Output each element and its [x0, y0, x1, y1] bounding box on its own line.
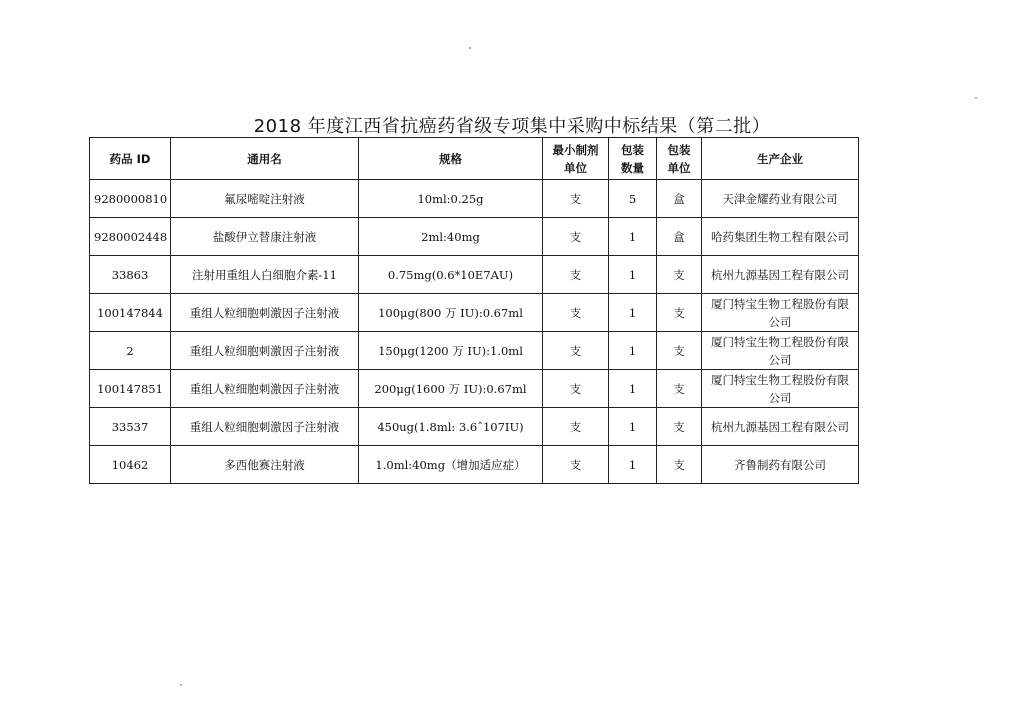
cell-pack-unit: 支 [657, 256, 702, 294]
cell-drug-id: 100147851 [90, 370, 171, 408]
cell-pack-unit: 支 [657, 332, 702, 370]
cell-generic-name: 重组人粒细胞刺激因子注射液 [171, 294, 359, 332]
cell-pack-qty: 1 [609, 294, 657, 332]
cell-min-unit: 支 [543, 294, 609, 332]
cell-manufacturer: 厦门特宝生物工程股份有限公司 [702, 294, 859, 332]
cell-spec: 10ml:0.25g [359, 180, 543, 218]
table-header-row [90, 138, 859, 180]
cell-drug-id: 9280002448 [90, 218, 171, 256]
cell-spec: 2ml:40mg [359, 218, 543, 256]
header-generic-name: 通用名 [171, 138, 359, 180]
cell-manufacturer: 哈药集团生物工程有限公司 [702, 218, 859, 256]
header-min-unit-line2: 单位 [564, 160, 587, 175]
cell-drug-id: 33863 [90, 256, 171, 294]
cell-spec: 150μg(1200 万 IU):1.0ml [359, 332, 543, 370]
cell-pack-unit: 支 [657, 370, 702, 408]
table-row [90, 332, 859, 370]
table-row [90, 408, 859, 446]
cell-pack-qty: 1 [609, 446, 657, 484]
header-pack-qty-line2: 数量 [621, 160, 644, 175]
cell-pack-qty: 1 [609, 218, 657, 256]
cell-manufacturer: 齐鲁制药有限公司 [702, 446, 859, 484]
header-pack-qty [609, 138, 657, 180]
cell-drug-id: 100147844 [90, 294, 171, 332]
cell-generic-name: 氟尿嘧啶注射液 [171, 180, 359, 218]
cell-generic-name: 注射用重组人白细胞介素-11 [171, 256, 359, 294]
table-row [90, 180, 859, 218]
cell-pack-unit: 支 [657, 408, 702, 446]
cell-drug-id: 9280000810 [90, 180, 171, 218]
cell-pack-qty: 1 [609, 332, 657, 370]
cell-pack-unit: 支 [657, 294, 702, 332]
header-pack-qty-line1: 包装 [621, 142, 644, 157]
scan-speck [180, 684, 182, 686]
cell-min-unit: 支 [543, 218, 609, 256]
cell-manufacturer: 天津金耀药业有限公司 [702, 180, 859, 218]
cell-generic-name: 多西他赛注射液 [171, 446, 359, 484]
table-row [90, 256, 859, 294]
scan-speck [975, 97, 977, 99]
header-pack-unit-line1: 包装 [667, 142, 691, 157]
cell-drug-id: 10462 [90, 446, 171, 484]
cell-spec: 100μg(800 万 IU):0.67ml [359, 294, 543, 332]
procurement-results-table [89, 137, 859, 484]
cell-pack-qty: 1 [609, 256, 657, 294]
table-row [90, 370, 859, 408]
table-row [90, 218, 859, 256]
cell-pack-qty: 1 [609, 408, 657, 446]
cell-generic-name: 重组人粒细胞刺激因子注射液 [171, 370, 359, 408]
cell-min-unit: 支 [543, 446, 609, 484]
header-min-unit [543, 138, 609, 180]
cell-generic-name: 盐酸伊立替康注射液 [171, 218, 359, 256]
cell-min-unit: 支 [543, 180, 609, 218]
cell-drug-id: 2 [90, 332, 171, 370]
header-pack-unit-line2: 单位 [667, 160, 691, 175]
header-drug-id: 药品 ID [90, 138, 171, 180]
cell-drug-id: 33537 [90, 408, 171, 446]
cell-spec: 200μg(1600 万 IU):0.67ml [359, 370, 543, 408]
document-title: 2018 年度江西省抗癌药省级专项集中采购中标结果（第二批） [253, 116, 771, 137]
table-row [90, 446, 859, 484]
cell-min-unit: 支 [543, 370, 609, 408]
cell-spec: 450ug(1.8ml: 3.6ˆ107IU) [359, 408, 543, 446]
scan-speck [469, 47, 471, 49]
table-row [90, 294, 859, 332]
cell-manufacturer: 厦门特宝生物工程股份有限公司 [702, 332, 859, 370]
cell-min-unit: 支 [543, 408, 609, 446]
cell-generic-name: 重组人粒细胞刺激因子注射液 [171, 408, 359, 446]
header-pack-unit [657, 138, 702, 180]
cell-min-unit: 支 [543, 256, 609, 294]
header-manufacturer: 生产企业 [702, 138, 859, 180]
cell-generic-name: 重组人粒细胞刺激因子注射液 [171, 332, 359, 370]
cell-min-unit: 支 [543, 332, 609, 370]
cell-manufacturer: 杭州九源基因工程有限公司 [702, 408, 859, 446]
cell-spec: 1.0ml:40mg（增加适应症） [359, 446, 543, 484]
header-spec: 规格 [359, 138, 543, 180]
cell-pack-qty: 5 [609, 180, 657, 218]
header-min-unit-line1: 最小制剂 [552, 142, 599, 157]
cell-pack-unit: 盒 [657, 218, 702, 256]
cell-spec: 0.75mg(0.6*10E7AU) [359, 256, 543, 294]
cell-manufacturer: 厦门特宝生物工程股份有限公司 [702, 370, 859, 408]
cell-pack-unit: 盒 [657, 180, 702, 218]
cell-pack-unit: 支 [657, 446, 702, 484]
cell-pack-qty: 1 [609, 370, 657, 408]
cell-manufacturer: 杭州九源基因工程有限公司 [702, 256, 859, 294]
